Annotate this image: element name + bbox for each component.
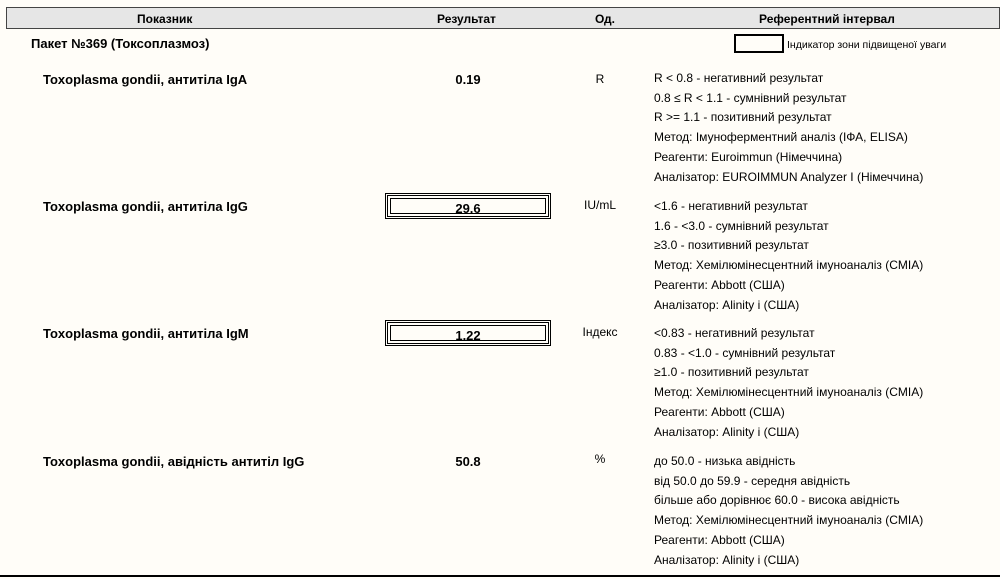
attention-indicator-label: Індикатор зони підвищеної уваги [787, 39, 947, 51]
reference-interval [654, 324, 923, 442]
table-header [6, 7, 1000, 29]
reference-line: до 50.0 - низька авідність [654, 454, 796, 468]
reference-line: Аналізатор: Alinity i (США) [654, 297, 800, 312]
reference-line: <0.83 - негативний результат [654, 326, 815, 340]
reference-line: R >= 1.1 - позитивний результат [654, 110, 832, 125]
test-result: 50.8 [455, 454, 481, 469]
test-result-flagged: 1.22 [385, 320, 551, 346]
attention-indicator-box [734, 34, 784, 53]
reference-interval [654, 197, 923, 315]
test-unit: % [594, 452, 606, 466]
reference-line: від 50.0 до 59.9 - середня авідність [654, 473, 851, 488]
reference-line: ≥1.0 - позитивний результат [654, 365, 809, 380]
header-unit: Од. [595, 12, 615, 26]
reference-line: Реагенти: Abbott (США) [654, 532, 785, 547]
reference-line: Метод: Хемілюмінесцентний імуноаналіз (CMIA) [654, 258, 924, 273]
reference-line: Метод: Хемілюмінесцентний імуноаналіз (CMIA) [654, 513, 924, 528]
test-name: Toxoplasma gondii, авідність антитіл IgG [43, 454, 305, 469]
reference-line: Аналізатор: EUROIMMUN Analyzer I (Німеччина) [654, 169, 924, 184]
test-name: Toxoplasma gondii, антитіла IgA [43, 72, 248, 87]
test-name: Toxoplasma gondii, антитіла IgM [43, 326, 249, 341]
bottom-divider [0, 575, 1000, 577]
test-unit: Індекс [582, 325, 618, 339]
reference-line: <1.6 - негативний результат [654, 199, 808, 213]
reference-line: 0.83 - <1.0 - сумнівний результат [654, 345, 836, 360]
reference-line: Аналізатор: Alinity i (США) [654, 424, 800, 439]
reference-line: більше або дорівнює 60.0 - висока авідність [654, 493, 900, 508]
header-indicator: Показник [137, 12, 193, 26]
reference-line: 1.6 - <3.0 - сумнівний результат [654, 218, 829, 233]
reference-line: 0.8 ≤ R < 1.1 - сумнівний результат [654, 90, 847, 105]
reference-interval [654, 69, 923, 187]
reference-line: Метод: Хемілюмінесцентний імуноаналіз (CMIA) [654, 385, 924, 400]
test-name: Toxoplasma gondii, антитіла IgG [43, 199, 248, 214]
test-unit: IU/mL [583, 198, 616, 212]
reference-line: Аналізатор: Alinity i (США) [654, 552, 800, 567]
test-result-flagged: 29.6 [385, 193, 551, 219]
header-result: Результат [437, 12, 496, 26]
test-unit: R [595, 72, 605, 86]
package-title: Пакет №369 (Токсоплазмоз) [31, 36, 210, 51]
reference-line: ≥3.0 - позитивний результат [654, 238, 809, 253]
header-reference: Референтний інтервал [759, 12, 895, 26]
reference-line: Реагенти: Euroimmun (Німеччина) [654, 149, 843, 164]
reference-line: R < 0.8 - негативний результат [654, 71, 824, 85]
test-result: 0.19 [455, 72, 481, 87]
reference-line: Реагенти: Abbott (США) [654, 277, 785, 292]
reference-interval [654, 452, 923, 570]
reference-line: Метод: Імуноферментний аналіз (ІФА, ELISA) [654, 130, 908, 145]
reference-line: Реагенти: Abbott (США) [654, 404, 785, 419]
